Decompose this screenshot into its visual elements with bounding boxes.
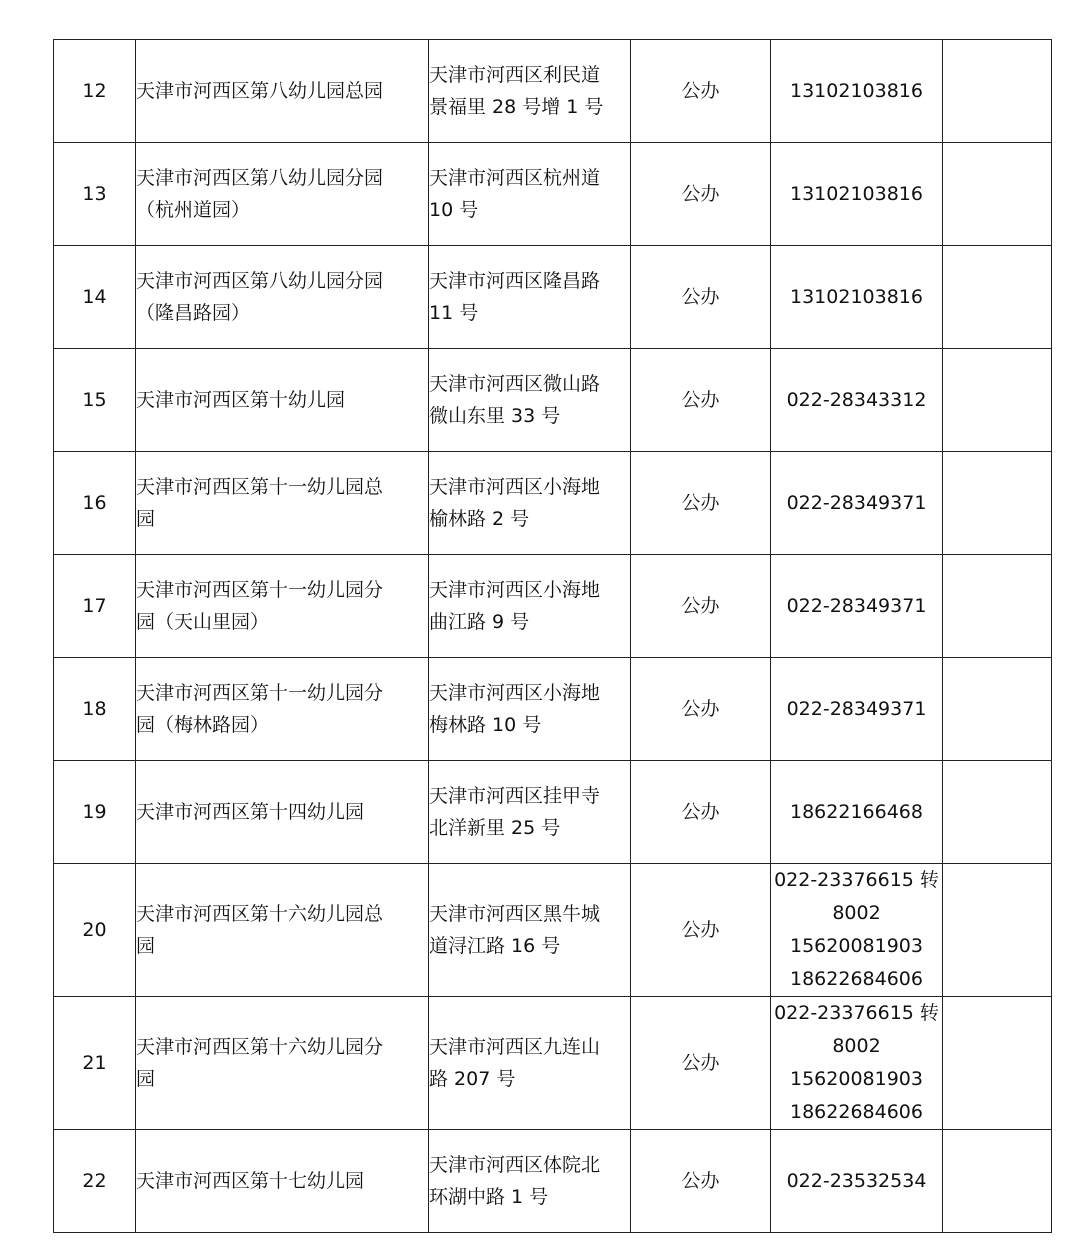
table-row [54, 143, 1052, 246]
kindergarten-name: 天津市河西区第十一幼儿园分 园（梅林路园） [136, 658, 429, 761]
empty-cell [943, 761, 1052, 864]
table-row [54, 246, 1052, 349]
table-row [54, 864, 1052, 997]
ownership-type: 公办 [631, 658, 771, 761]
row-number: 17 [54, 555, 136, 658]
ownership-type: 公办 [631, 246, 771, 349]
contact-phone: 022-23532534 [771, 1130, 943, 1233]
row-number: 18 [54, 658, 136, 761]
ownership-type: 公办 [631, 555, 771, 658]
contact-phone: 022-28349371 [771, 555, 943, 658]
ownership-type: 公办 [631, 40, 771, 143]
row-number: 22 [54, 1130, 136, 1233]
ownership-type: 公办 [631, 452, 771, 555]
empty-cell [943, 658, 1052, 761]
empty-cell [943, 452, 1052, 555]
kindergarten-name: 天津市河西区第十四幼儿园 [136, 761, 429, 864]
table-row [54, 1130, 1052, 1233]
row-number: 19 [54, 761, 136, 864]
kindergarten-address: 天津市河西区隆昌路 11 号 [429, 246, 631, 349]
contact-phone: 022-28343312 [771, 349, 943, 452]
kindergarten-address: 天津市河西区体院北 环湖中路 1 号 [429, 1130, 631, 1233]
empty-cell [943, 997, 1052, 1130]
kindergarten-address: 天津市河西区黑牛城 道浔江路 16 号 [429, 864, 631, 997]
row-number: 14 [54, 246, 136, 349]
kindergarten-address: 天津市河西区小海地 曲江路 9 号 [429, 555, 631, 658]
kindergarten-name: 天津市河西区第十六幼儿园总 园 [136, 864, 429, 997]
row-number: 20 [54, 864, 136, 997]
table-row [54, 997, 1052, 1130]
empty-cell [943, 1130, 1052, 1233]
contact-phone: 022-28349371 [771, 452, 943, 555]
kindergarten-name: 天津市河西区第十幼儿园 [136, 349, 429, 452]
kindergarten-address: 天津市河西区九连山 路 207 号 [429, 997, 631, 1130]
empty-cell [943, 555, 1052, 658]
contact-phone: 13102103816 [771, 143, 943, 246]
kindergarten-name: 天津市河西区第十一幼儿园总 园 [136, 452, 429, 555]
kindergarten-name: 天津市河西区第十七幼儿园 [136, 1130, 429, 1233]
kindergarten-name: 天津市河西区第十六幼儿园分 园 [136, 997, 429, 1130]
empty-cell [943, 864, 1052, 997]
row-number: 13 [54, 143, 136, 246]
table-row [54, 349, 1052, 452]
row-number: 21 [54, 997, 136, 1130]
empty-cell [943, 246, 1052, 349]
table-row [54, 40, 1052, 143]
empty-cell [943, 40, 1052, 143]
table-row [54, 555, 1052, 658]
row-number: 15 [54, 349, 136, 452]
row-number: 16 [54, 452, 136, 555]
ownership-type: 公办 [631, 1130, 771, 1233]
kindergarten-address: 天津市河西区小海地 榆林路 2 号 [429, 452, 631, 555]
table-row [54, 452, 1052, 555]
kindergarten-address: 天津市河西区微山路 微山东里 33 号 [429, 349, 631, 452]
contact-phone: 13102103816 [771, 40, 943, 143]
contact-phone: 022-23376615 转 8002 15620081903 18622684606 [771, 864, 943, 997]
row-number: 12 [54, 40, 136, 143]
ownership-type: 公办 [631, 761, 771, 864]
contact-phone: 18622166468 [771, 761, 943, 864]
ownership-type: 公办 [631, 997, 771, 1130]
table-row [54, 761, 1052, 864]
kindergarten-name: 天津市河西区第八幼儿园总园 [136, 40, 429, 143]
kindergarten-name: 天津市河西区第十一幼儿园分 园（天山里园） [136, 555, 429, 658]
ownership-type: 公办 [631, 349, 771, 452]
kindergarten-address: 天津市河西区利民道 景福里 28 号增 1 号 [429, 40, 631, 143]
kindergarten-address: 天津市河西区杭州道 10 号 [429, 143, 631, 246]
contact-phone: 13102103816 [771, 246, 943, 349]
table-row [54, 658, 1052, 761]
kindergarten-name: 天津市河西区第八幼儿园分园 （隆昌路园） [136, 246, 429, 349]
ownership-type: 公办 [631, 864, 771, 997]
kindergarten-address: 天津市河西区挂甲寺 北洋新里 25 号 [429, 761, 631, 864]
kindergarten-table [53, 39, 1052, 1233]
empty-cell [943, 349, 1052, 452]
empty-cell [943, 143, 1052, 246]
contact-phone: 022-28349371 [771, 658, 943, 761]
ownership-type: 公办 [631, 143, 771, 246]
kindergarten-name: 天津市河西区第八幼儿园分园 （杭州道园） [136, 143, 429, 246]
contact-phone: 022-23376615 转 8002 15620081903 18622684606 [771, 997, 943, 1130]
kindergarten-address: 天津市河西区小海地 梅林路 10 号 [429, 658, 631, 761]
